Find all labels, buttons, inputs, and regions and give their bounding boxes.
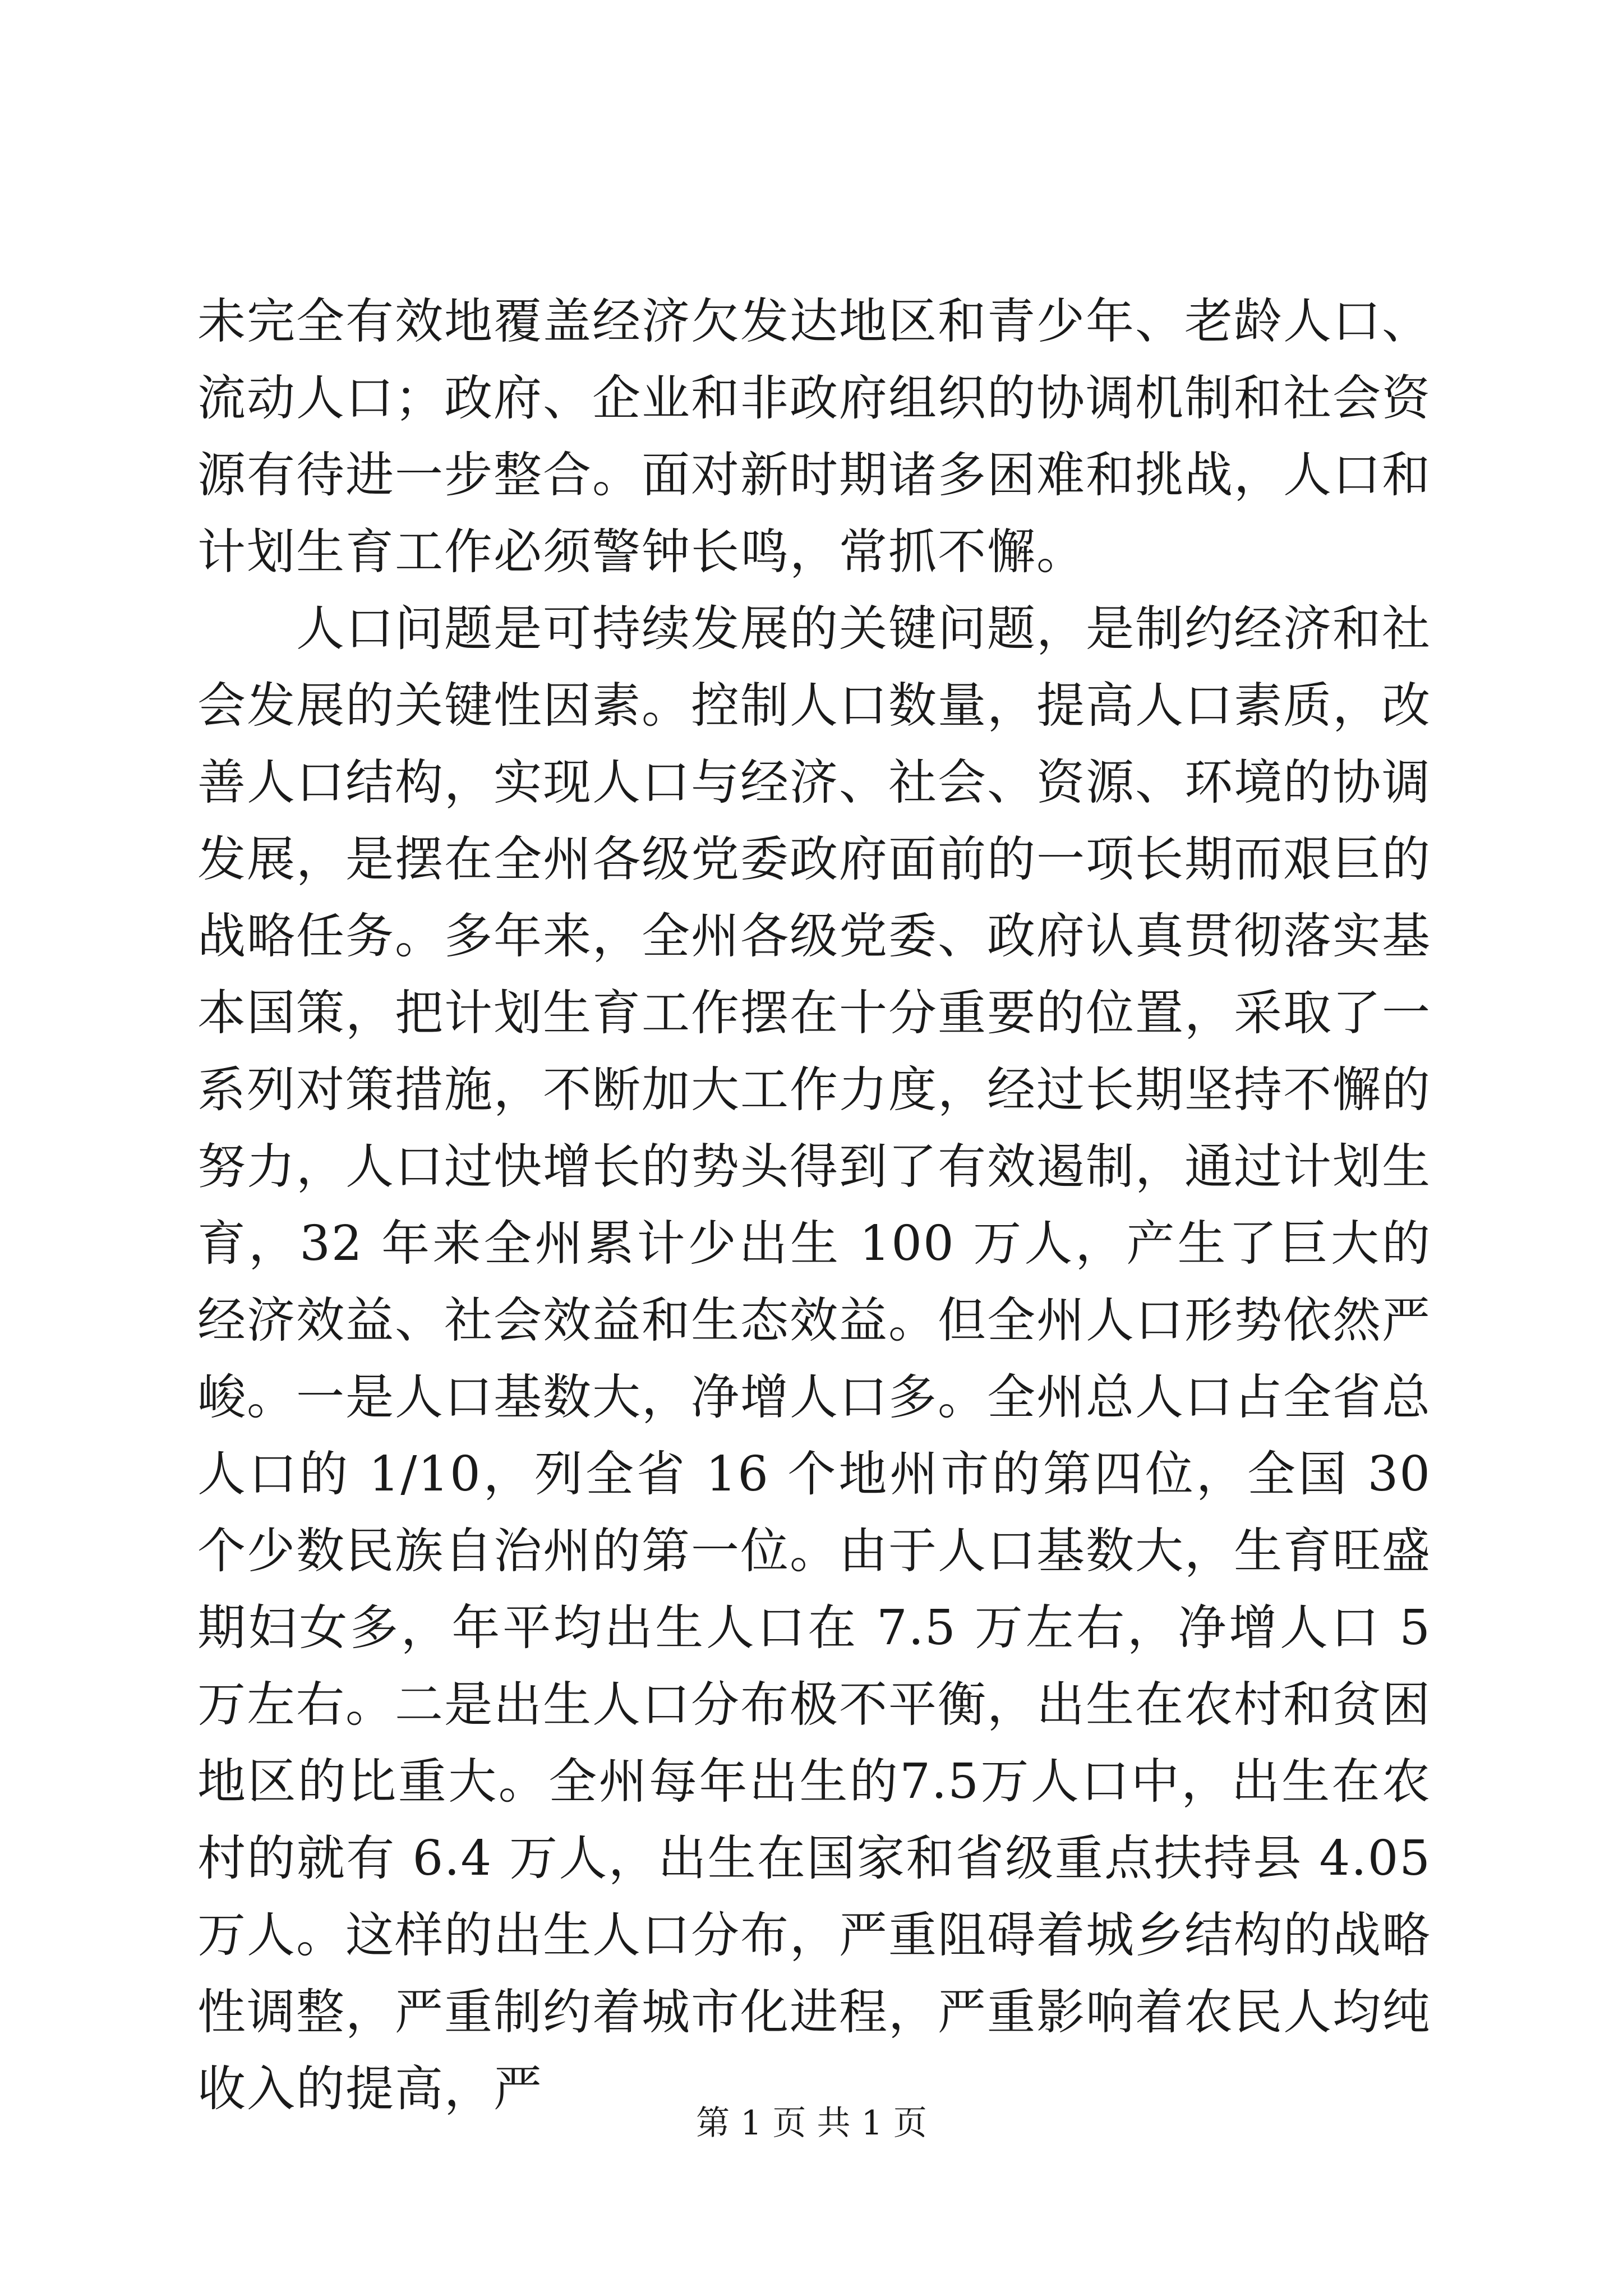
paragraph-2: 人口问题是可持续发展的关键问题，是制约经济和社会发展的关键性因素。控制人口数量，提高人口素质，改善人口结构，实现人口与经济、社会、资源、环境的协调发展，是摆在全州各级党委政府面前的一项长期而艰巨的战略任务。多年来，全州各级党委、政府认真贯彻落实基本国策，把计划生育工作摆在十分重要的位置，采取了一系列对策措施，不断加大工作力度，经过长期坚持不懈的努力，人口过快增长的势头得到了有效遏制，通过计划生育，32 年来全州累计少出生 100 万人，产生了巨大的经济效益、社会效益和生态效益。但全州人口形势依然严峻。一是人口基数大，净增人口多。全州总人口占全省总人口的 1/10，列全省 16 个地州市的第四位，全国 30 个少数民族自治州的第一位。由于人口基数大，生育旺盛期妇女多，年平均出生人口在 7.5 万左右，净增人口 5 万左右。二是出生人口分布极不平衡，出生在农村和贫困地区的比重大。全州每年出生的7.5万人口中，出生在农村的就有 6.4 万人，出生在国家和省级重点扶持县 4.05 万人。这样的出生人口分布，严重阻碍着城乡结构的战略性调整，严重制约着城市化进程，严重影响着农民人均纯收入的提高，严 [197,601,1431,2117]
paragraph-1: 未完全有效地覆盖经济欠发达地区和青少年、老龄人口、流动人口；政府、企业和非政府组织的协调机制和社会资源有待进一步整合。面对新时期诸多困难和挑战，人口和计划生育工作必须警钟长鸣，常抓不懈。 [197,293,1431,580]
document-body [197,283,1431,2128]
page-footer: 第 1 页 共 1 页 [696,2104,927,2143]
